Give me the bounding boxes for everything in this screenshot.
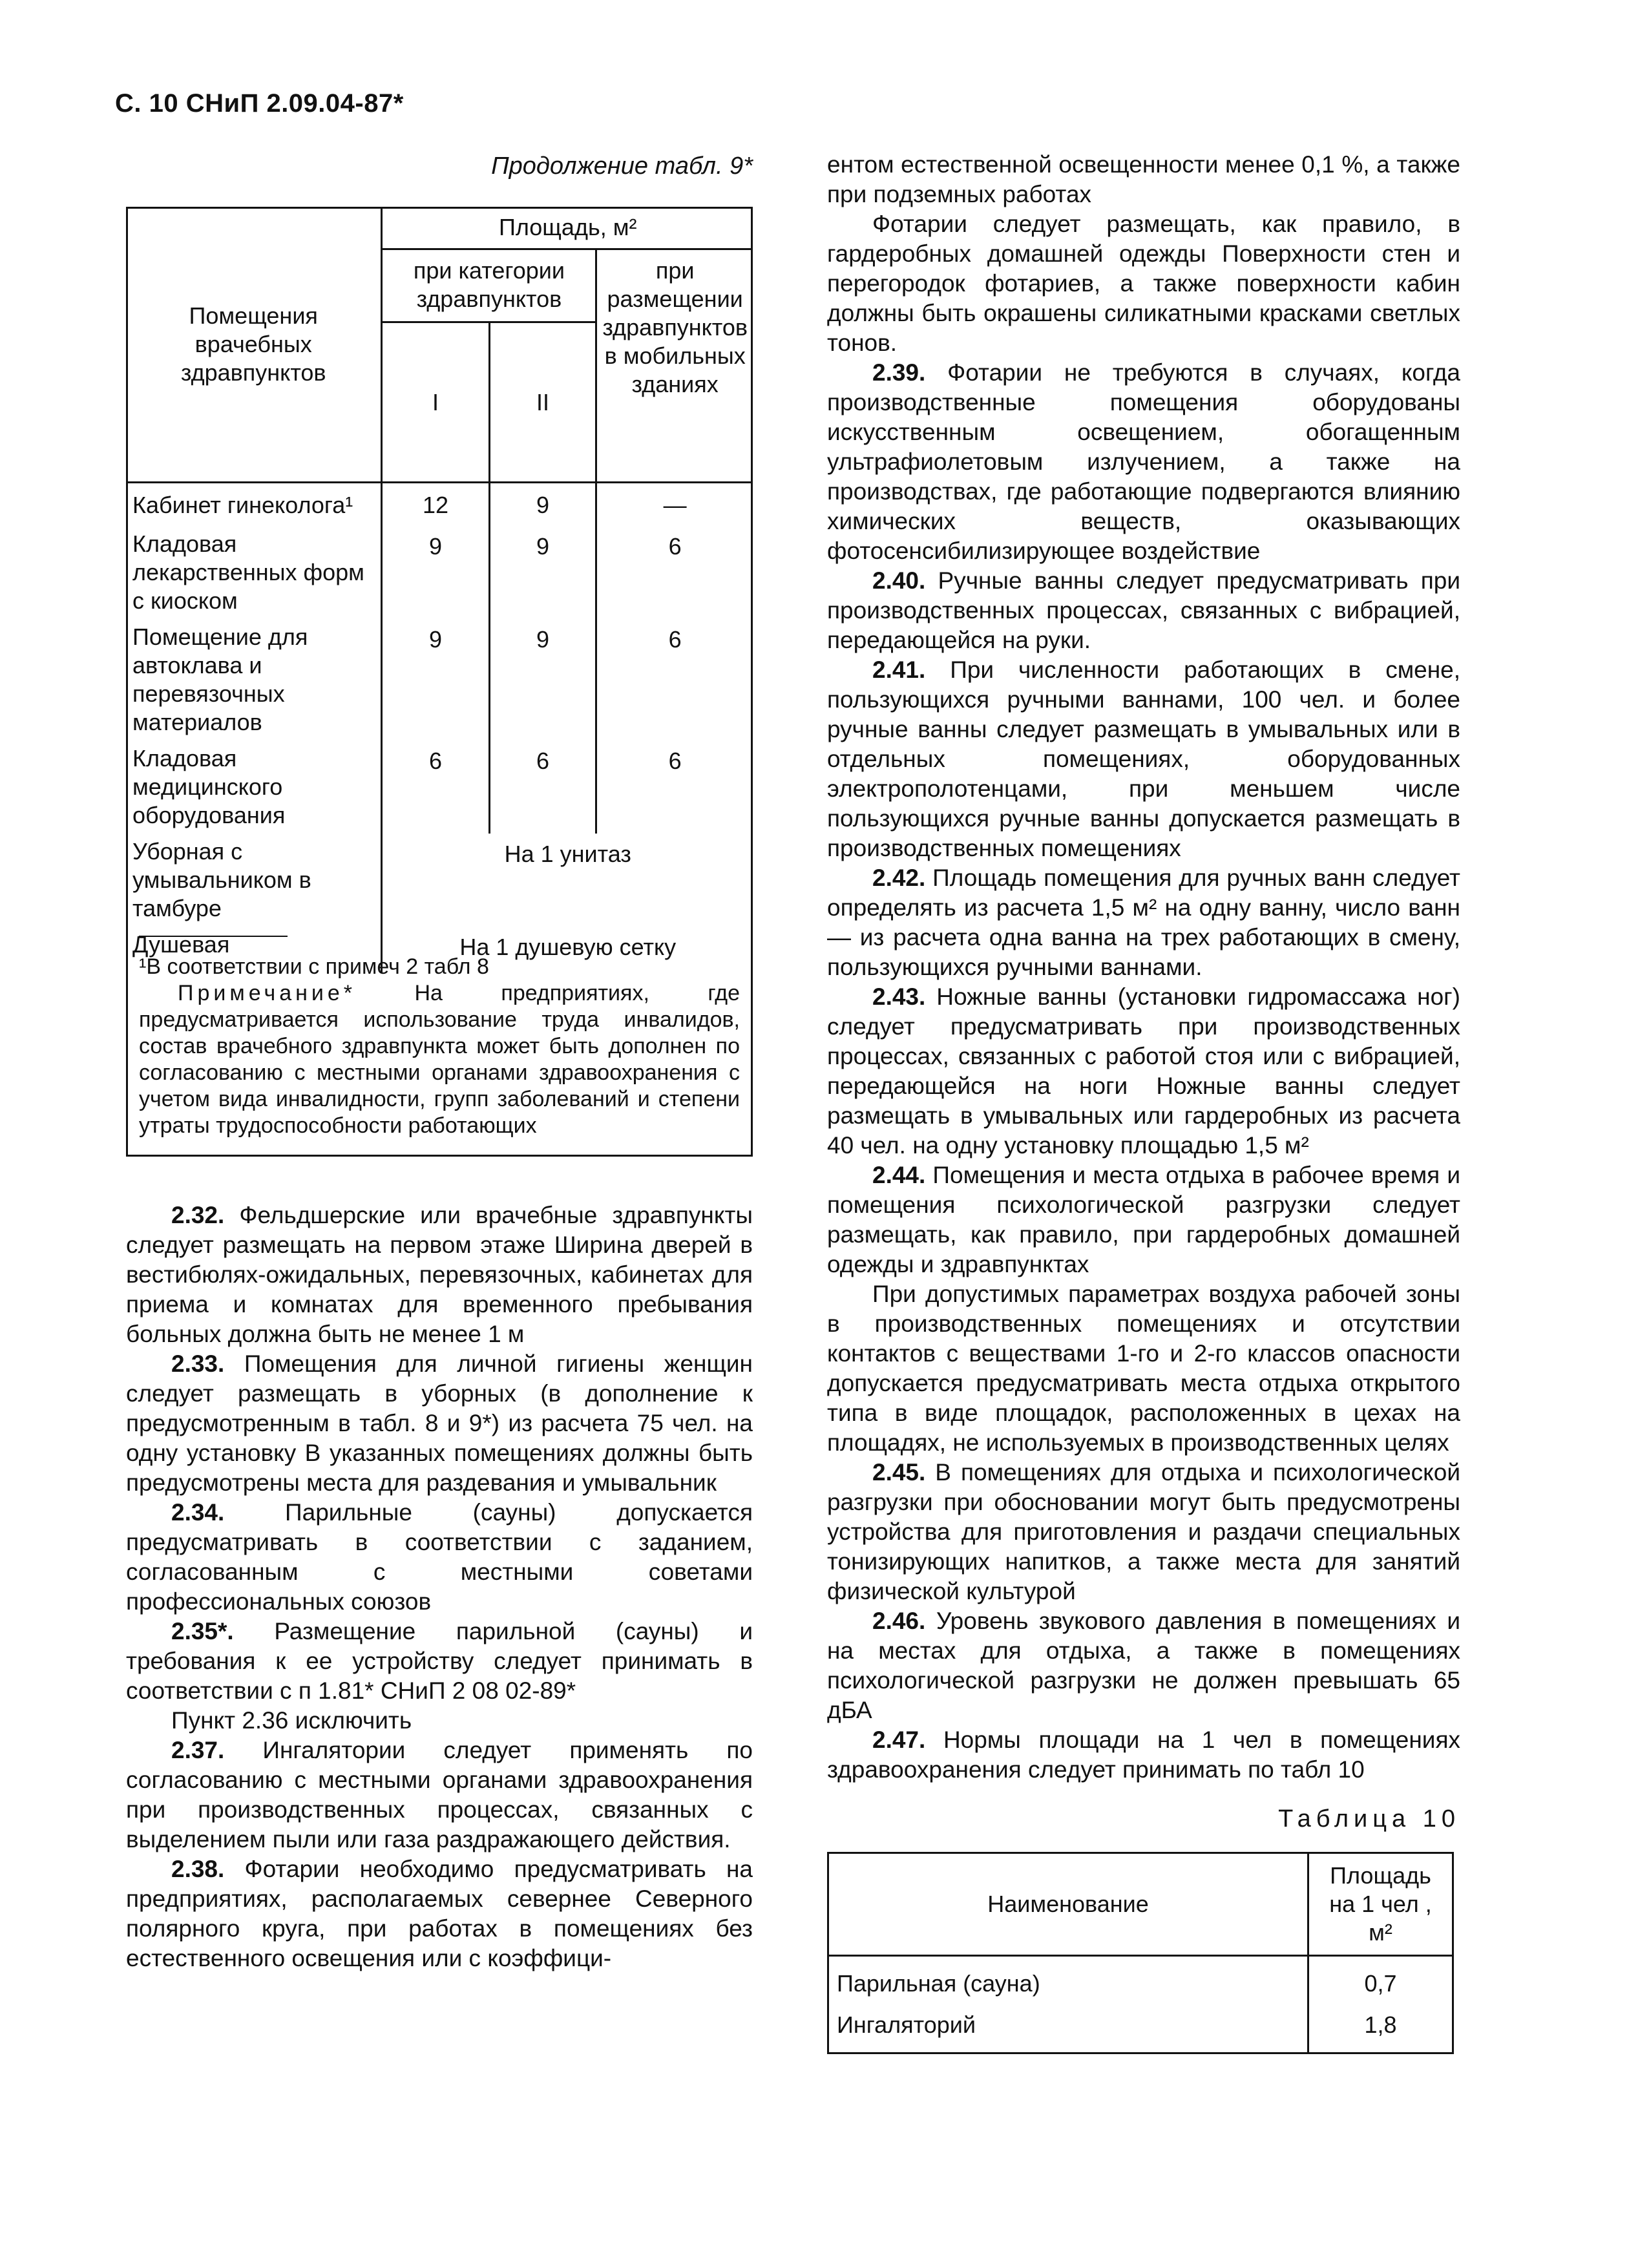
paragraph-text: Пункт 2.36 исключить <box>171 1707 412 1734</box>
table-row <box>126 619 753 740</box>
table9 <box>126 207 753 973</box>
table9-row-mobile: — <box>663 492 687 518</box>
table-row <box>126 483 753 527</box>
table9-head-mobile: при размещении здравпунктов в мобильных зданиях <box>596 249 753 483</box>
table9-row-cat1: 9 <box>382 526 489 619</box>
table9-row-mobile: 6 <box>668 533 682 560</box>
table9-head-cat-2: II <box>489 322 596 483</box>
paragraph-text: Фельдшерские или врачебные здравпункты следует размещать на первом этаже Ширина дверей в вестибюлях-ожидальных, перевязочных, кабинетах для приема и комнатах для временного пребывания больных должна быть не менее 1 м <box>126 1202 753 1347</box>
table10 <box>827 1852 1454 2054</box>
paragraph <box>827 982 1460 1160</box>
table-row <box>828 1956 1453 2005</box>
table10-head-name: Наименование <box>828 1853 1308 1956</box>
paragraph-number: 2.47. <box>872 1727 926 1753</box>
table10-row-value: 1,8 <box>1308 2004 1453 2053</box>
table9-head-category: при категории здравпунктов <box>382 249 596 322</box>
table9-row-name: Душевая <box>126 927 382 973</box>
table9-row-name: Помещение для автоклава и перевязочных материалов <box>126 619 382 740</box>
table9-row-span-value: На 1 душевую сетку <box>459 934 677 960</box>
paragraph-text: При численности работающих в смене, пользующихся ручными ваннами, 100 чел. и более ручные ванны следует размещать в умывальных или в отдельных помещениях, оборудованных электрополотенцами, при меньшем числе пользующихся ручные ванны допускается размещать в производственных помещениях <box>827 656 1461 861</box>
page-header: С. 10 СНиП 2.09.04-87* <box>115 89 404 118</box>
paragraph-text: Помещения и места отдыха в рабочее время и помещения психологической разгрузки следует размещать, как правило, при гардеробных домашней одежды и здравпунктах <box>827 1162 1460 1277</box>
paragraph-text: В помещениях для отдыха и психологической разгрузки при обосновании могут быть предусмотрены устройства для приготовления и раздачи специальных тонизирующих напитков, а также места для занятий физической культурой <box>827 1459 1460 1604</box>
paragraph-text: Ингалятории следует применять по согласованию с местными органами здравоохранения при производственных процессах, связанных с выделением пыли или газа раздражающего действия. <box>126 1737 753 1853</box>
paragraph-number: 2.40. <box>872 567 926 594</box>
paragraph <box>126 1349 753 1498</box>
right-column-text <box>827 150 1460 2054</box>
paragraph-number: 2.45. <box>872 1459 926 1486</box>
paragraph <box>827 150 1460 209</box>
paragraph-text: Фотарии следует размещать, как правило, в гардеробных домашней одежды Поверхности стен и перегородок фотариев, а также поверхности кабин должны быть окрашены силикатными красками светлых тонов. <box>827 211 1460 356</box>
paragraph-number: 2.33. <box>171 1350 225 1377</box>
paragraph-number: 2.32. <box>171 1202 225 1228</box>
table9-row-cat2: 9 <box>489 619 596 740</box>
paragraph-number: 2.46. <box>872 1608 926 1634</box>
paragraph <box>827 1606 1460 1725</box>
paragraph-number: 2.39. <box>872 359 926 386</box>
footnote-divider <box>139 936 288 937</box>
paragraph-number: 2.43. <box>872 983 926 1010</box>
paragraph <box>827 1458 1460 1606</box>
table9-footnote: ¹В соответствии с примеч 2 табл 8 <box>139 954 489 979</box>
paragraph-text: Ножные ванны (установки гидромассажа ног) следует предусматривать при производственных процессах, связанных с работой стоя или с вибрацией, передающейся на ноги Ножные ванны следует размещать в умывальных или гардеробных из расчета 40 чел. на одну установку площадью 1,5 м² <box>827 983 1460 1159</box>
table9-head-rooms: Помещения врачебных здравпунктов <box>126 207 382 483</box>
table9-note <box>139 980 740 1139</box>
paragraph-text: Парильные (сауны) допускается предусматривать в соответствии с заданием, согласованным с местными советами профессиональных союзов <box>126 1499 753 1615</box>
paragraph <box>126 1201 753 1349</box>
table10-row-name: Парильная (сауна) <box>828 1956 1308 2005</box>
table9-row-cat1: 9 <box>382 619 489 740</box>
table9-row-name: Кладовая лекарственных форм с киоском <box>126 526 382 619</box>
paragraph <box>827 566 1460 655</box>
table9-row-name: Кабинет гинеколога¹ <box>126 483 382 527</box>
table10-caption: Таблица 10 <box>1278 1805 1460 1832</box>
paragraph <box>827 1725 1460 1785</box>
table9-row-cat2: 6 <box>489 740 596 834</box>
paragraph-number: 2.38. <box>171 1856 225 1882</box>
paragraph-number: 2.42. <box>872 865 926 891</box>
table-row <box>126 834 753 927</box>
table9-row-mobile: 6 <box>668 748 682 774</box>
paragraph-text: Размещение парильной (сауны) и требования к ее устройству следует принимать в соответствии с п 1.81* СНиП 2 08 02-89* <box>126 1618 753 1704</box>
paragraph <box>126 1736 753 1854</box>
table9-note-label: Примечание* <box>178 981 357 1005</box>
paragraph-text: Помещения для личной гигиены женщин следует размещать в уборных (в дополнение к предусмотренным в табл. 8 и 9*) из расчета 75 чел. на одну установку В указанных помещениях должны быть предусмотрены места для раздевания и умывальник <box>126 1350 753 1496</box>
paragraph-text: Нормы площади на 1 чел в помещениях здравоохранения следует принимать по табл 10 <box>827 1727 1460 1783</box>
paragraph-text: Фотарии не требуются в случаях, когда производственные помещения оборудованы искусственным освещением, обогащенным ультрафиолетовым излучением, а также на производствах, где работающие подвергаются влиянию химических веществ, оказывающих фотосенсибилизирующее воздействие <box>827 359 1460 564</box>
paragraph-text: ентом естественной освещенности менее 0,1 %, а также при подземных работах <box>827 151 1460 207</box>
table9-head-area: Площадь, м² <box>382 207 753 249</box>
table9-notes <box>139 936 740 1139</box>
table9-row-cat2: 9 <box>489 483 596 527</box>
table9-row-name: Уборная с умывальником в тамбуре <box>126 834 382 927</box>
paragraph <box>827 655 1460 863</box>
table-row <box>126 526 753 619</box>
paragraph-text: Уровень звукового давления в помещениях и на местах для отдыха, а также в помещениях психологической разгрузки не должен превышать 65 дБА <box>827 1608 1461 1723</box>
table9-row-cat2: 9 <box>489 526 596 619</box>
paragraph <box>827 1160 1460 1279</box>
paragraph-number: 2.41. <box>872 656 926 683</box>
paragraph-number: 2.34. <box>171 1499 225 1526</box>
table9-row-cat1: 6 <box>382 740 489 834</box>
paragraph <box>126 1706 753 1736</box>
left-column-text <box>126 1201 753 1973</box>
table9-row-span-value: На 1 унитаз <box>504 841 631 867</box>
table-row <box>828 2004 1453 2053</box>
paragraph-number: 2.35*. <box>171 1618 234 1644</box>
paragraph <box>827 358 1460 566</box>
table10-head-area: Площадь на 1 чел , м² <box>1308 1853 1453 1956</box>
paragraph-number: 2.37. <box>171 1737 225 1763</box>
paragraph-text: При допустимых параметрах воздуха рабочей зоны в производственных помещениях и отсутствии контактов с веществами 1-го и 2-го классов опасности допускается предусматривать места отдыха открытого типа в виде площадок, расположенных в цехах на площадях, не используемых в производственных целях <box>827 1281 1460 1456</box>
paragraph-text: Площадь помещения для ручных ванн следует определять из расчета 1,5 м² на одну ванну, число ванн — из расчета одна ванна на трех работающих в смену, пользующихся ручными ваннами. <box>827 865 1460 980</box>
paragraph <box>126 1498 753 1617</box>
paragraph <box>126 1617 753 1706</box>
paragraph <box>827 209 1460 358</box>
table9-row-name: Кладовая медицинского оборудования <box>126 740 382 834</box>
right-paragraphs <box>827 150 1460 1785</box>
paragraph-text: Ручные ванны следует предусматривать при производственных процессах, связанных с вибрацией, передающейся на руки. <box>827 567 1460 653</box>
paragraph <box>126 1854 753 1973</box>
table-row <box>126 740 753 834</box>
paragraph-text: Фотарии необходимо предусматривать на предприятиях, располагаемых севернее Северного полярного круга, при работах в помещениях без естественного освещения или с коэффици- <box>126 1856 753 1971</box>
paragraph-number: 2.44. <box>872 1162 926 1188</box>
table10-row-name: Ингаляторий <box>828 2004 1308 2053</box>
table9-note-text: На предприятиях, где предусматривается использование труда инвалидов, состав врачебного здравпункта может быть дополнен по согласованию с местными органами здравоохранения с учетом вида инвалидности, групп заболеваний и степени утраты трудоспособности работающих <box>139 981 740 1138</box>
table9-caption: Продолжение табл. 9* <box>491 152 753 180</box>
table9-head-cat-1: I <box>382 322 489 483</box>
table10-row-value: 0,7 <box>1308 1956 1453 2005</box>
table9-row-mobile: 6 <box>668 626 682 653</box>
paragraph <box>827 1279 1460 1458</box>
paragraph <box>827 863 1460 982</box>
table9-row-cat1: 12 <box>382 483 489 527</box>
